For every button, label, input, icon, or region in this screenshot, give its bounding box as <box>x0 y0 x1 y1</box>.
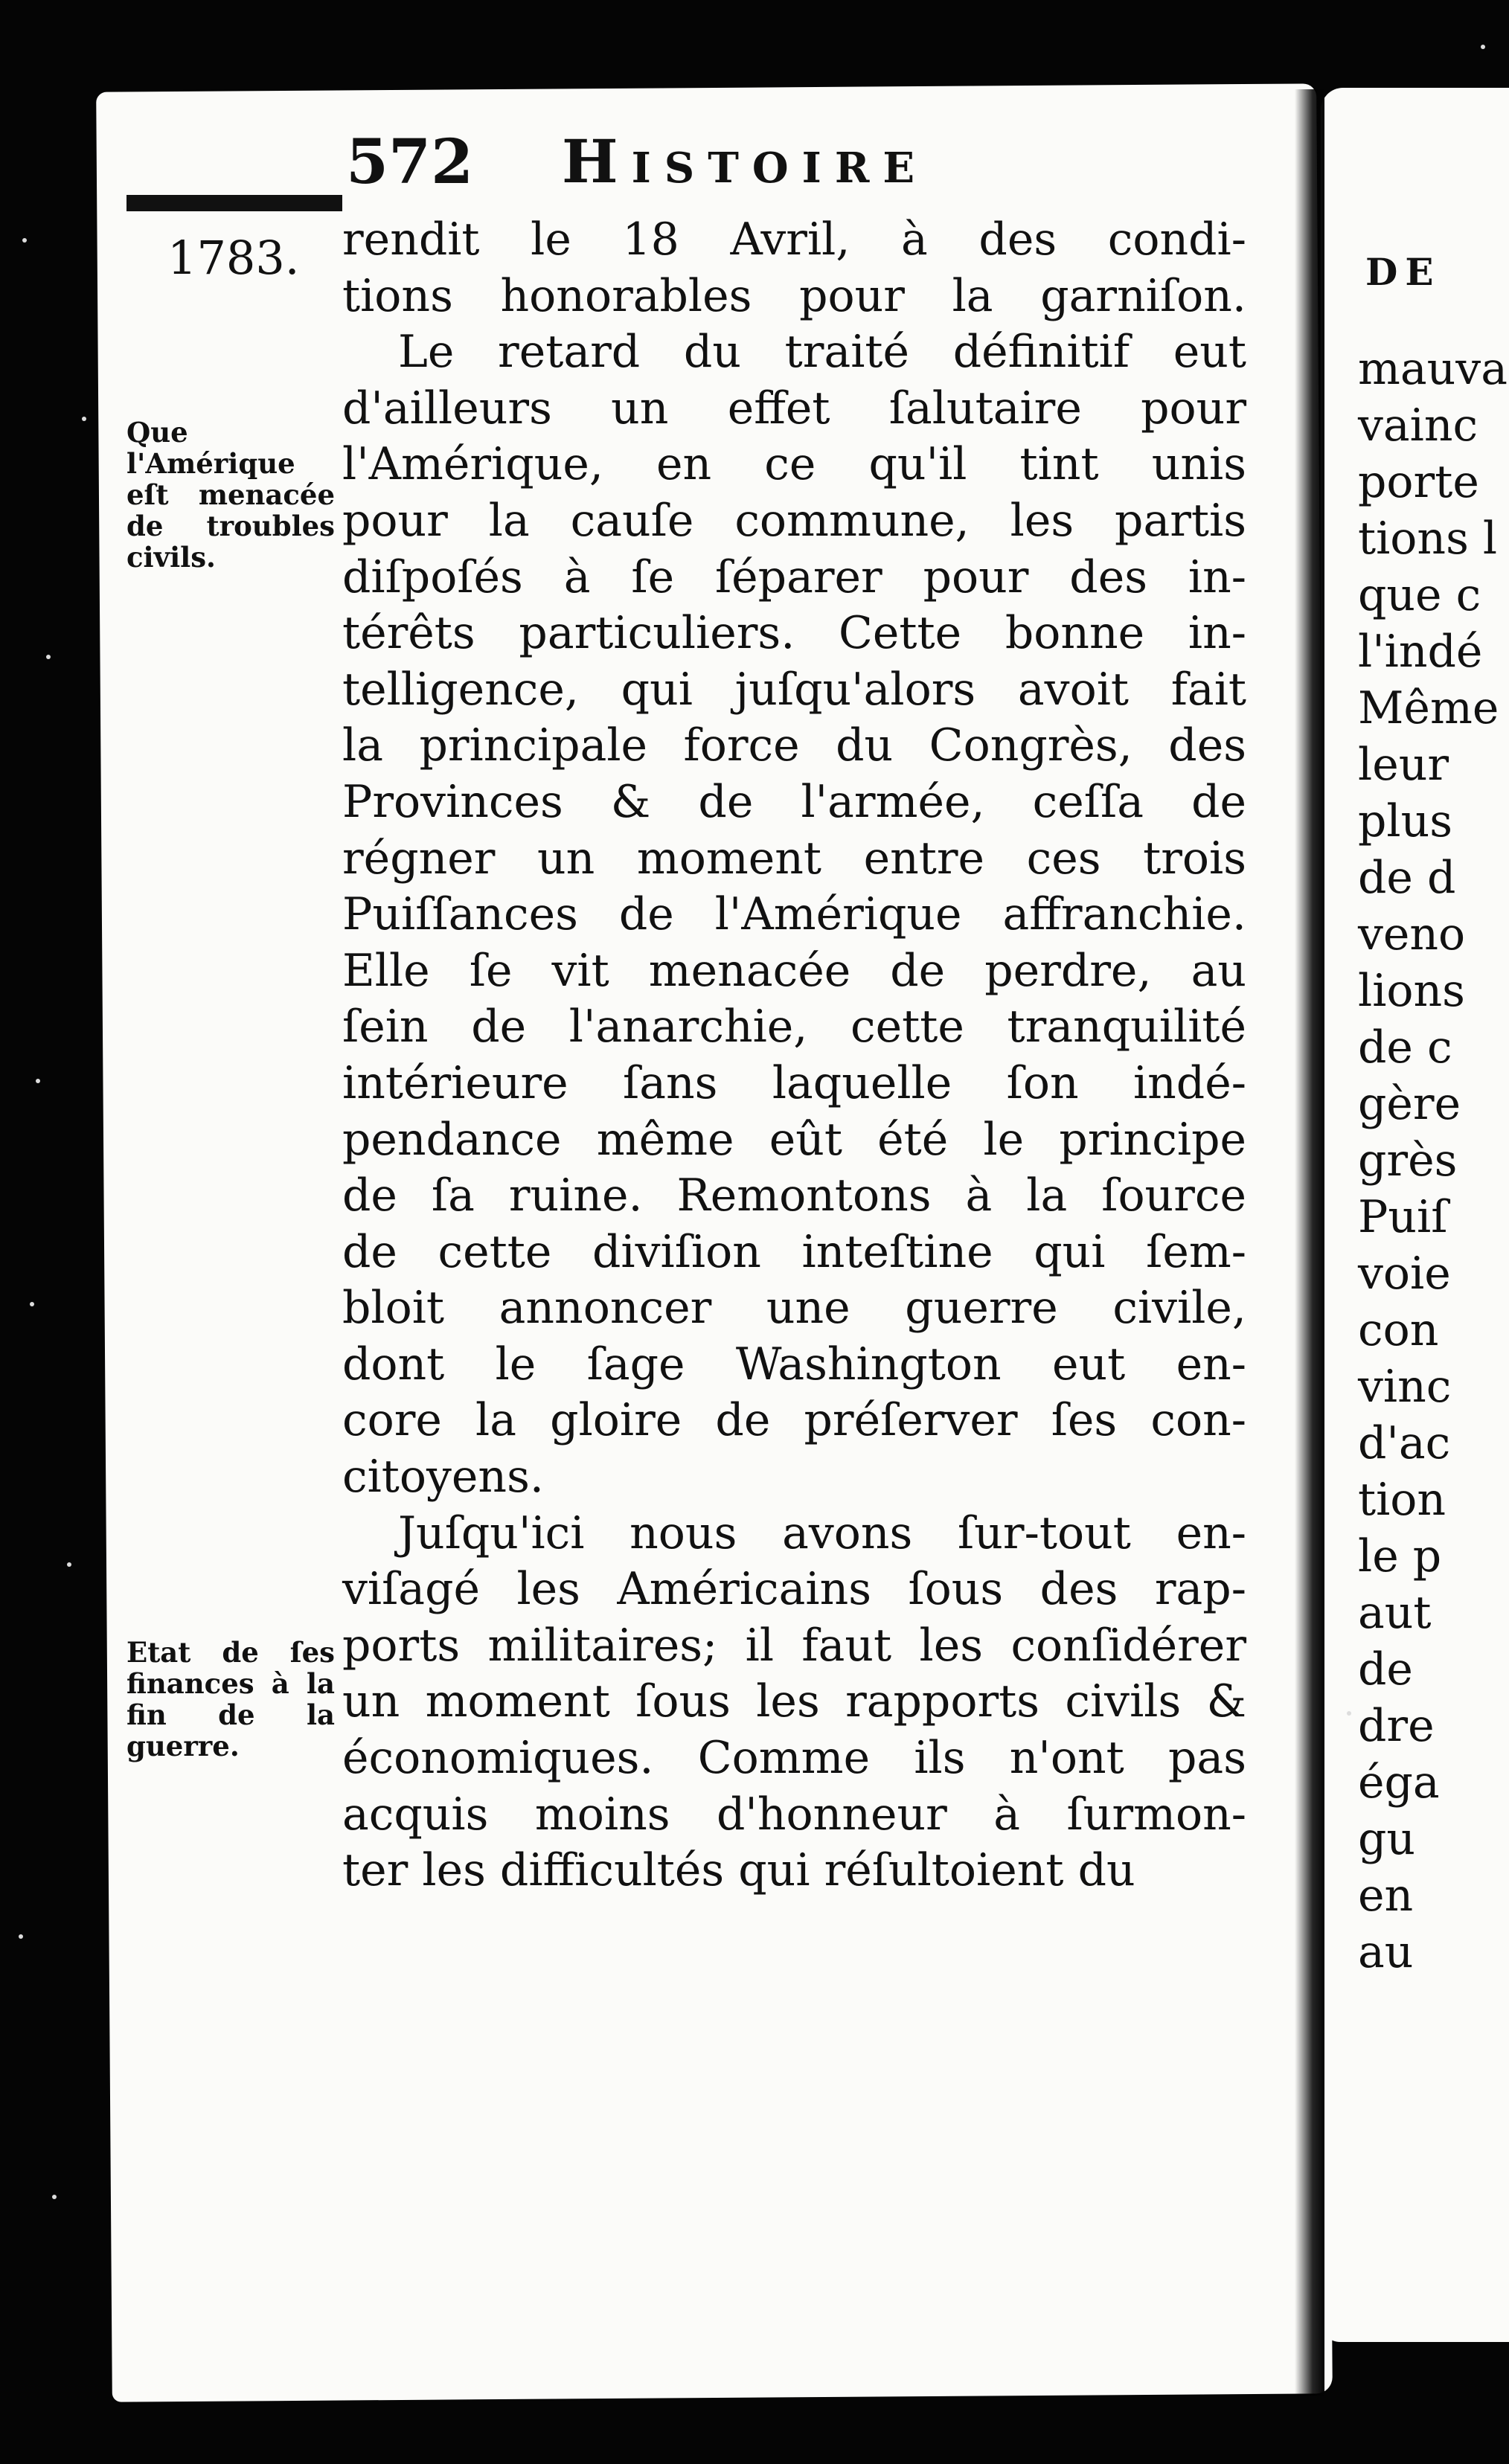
body-line: Le retard du traité définitif eut <box>398 326 1246 379</box>
body-line: d'ailleurs un effet ſalutaire pour <box>342 382 1246 434</box>
body-line: telligence, qui juſqu'alors avoit fait <box>342 663 1246 716</box>
right-page-line: de <box>1358 1643 1413 1695</box>
body-line: pour la cauſe commune, les partis <box>342 494 1246 547</box>
scan-speck <box>52 2195 57 2199</box>
body-line: Juſqu'ici nous avons ſur-tout en- <box>398 1507 1246 1559</box>
right-page-line: éga <box>1358 1756 1440 1809</box>
body-line: térêts particuliers. Cette bonne in- <box>342 607 1246 660</box>
body-line: la principale force du Congrès, des <box>342 719 1246 772</box>
right-page-line: le p <box>1358 1530 1442 1582</box>
body-line: économiques. Comme ils n'ont pas <box>342 1732 1246 1785</box>
body-line: ports militaires; il faut les conſidérer <box>342 1619 1246 1672</box>
right-page-line: dre <box>1358 1700 1435 1752</box>
right-page-line: que c <box>1358 569 1481 621</box>
right-page-line: en <box>1358 1870 1414 1922</box>
right-page-line: de c <box>1358 1021 1452 1074</box>
right-page-line: voie <box>1358 1248 1451 1300</box>
body-line: un moment ſous les rapports civils & <box>342 1675 1246 1728</box>
body-line: tions honorables pour la garniſon. <box>342 269 1246 322</box>
body-line: régner un moment entre ces trois <box>342 832 1246 885</box>
right-page-line: lions <box>1358 965 1465 1017</box>
right-page-line: vinc <box>1358 1361 1452 1413</box>
body-line: acquis moins d'honneur à ſurmon- <box>342 1788 1246 1841</box>
body-line: viſagé les Américains ſous des rap- <box>342 1563 1246 1616</box>
right-page-line: vainc <box>1358 400 1478 452</box>
scan-speck <box>30 1302 34 1306</box>
right-page-line: mauva <box>1358 343 1508 395</box>
scan-speck <box>67 1562 71 1567</box>
body-line: citoyens. <box>342 1451 544 1504</box>
body-line: de ſa ruine. Remontons à la ſource <box>342 1170 1246 1222</box>
right-page-line: veno <box>1358 908 1466 960</box>
right-page <box>1321 88 1509 2342</box>
right-page-line: tion <box>1358 1474 1446 1526</box>
scan-speck <box>82 417 86 421</box>
right-page-text <box>1358 341 1508 1980</box>
scan-speck <box>36 1079 40 1083</box>
body-line: de cette diviſion inteſtine qui ſem- <box>342 1225 1246 1278</box>
right-page-line: Puiſ <box>1358 1191 1448 1243</box>
scan-speck <box>46 655 51 659</box>
body-line: ter les difficultés qui réſultoient du <box>342 1844 1135 1897</box>
right-page-line: de d <box>1358 852 1456 904</box>
margin-year: 1783. <box>167 231 300 285</box>
right-page-line: plus <box>1358 795 1453 847</box>
scan-speck <box>1481 45 1485 49</box>
right-page-line: aut <box>1358 1587 1432 1639</box>
header-rule <box>126 195 342 211</box>
margin-note-civil-troubles: Que l'Amérique eſt menacée de troubles civils. <box>126 416 335 574</box>
scan-speck <box>1347 1711 1351 1716</box>
page-header <box>346 126 1239 208</box>
right-page-line: leur <box>1358 739 1449 791</box>
body-line: dont le ſage Washington eut en- <box>342 1338 1246 1390</box>
right-page-line: l'indé <box>1358 626 1483 678</box>
page-number: 572 <box>346 126 474 198</box>
body-line: core la gloire de préſerver ſes con- <box>342 1394 1246 1447</box>
right-page-line: tions l <box>1358 513 1498 565</box>
body-line: Puiſſances de l'Amérique affranchie. <box>342 888 1246 941</box>
running-title: Histoire <box>562 126 929 196</box>
gutter-shadow <box>1295 89 1324 2396</box>
right-page-line: d'ac <box>1358 1417 1451 1469</box>
body-line: diſpoſés à ſe ſéparer pour des in- <box>342 551 1246 603</box>
right-page-line: porte <box>1358 456 1479 508</box>
scan-speck <box>19 1934 23 1939</box>
body-line: Provinces & de l'armée, ceſſa de <box>342 775 1246 828</box>
margin-note-finances: Etat de ſes finances à la fin de la guerre. <box>126 1636 335 1762</box>
body-text <box>342 212 1246 1899</box>
body-line: rendit le 18 Avril, à des condi- <box>342 214 1246 266</box>
body-line: ſein de l'anarchie, cette tranquilité <box>342 1001 1246 1053</box>
body-line: bloit annoncer une guerre civile, <box>342 1282 1246 1335</box>
right-page-line: Même <box>1358 682 1499 734</box>
body-line: Elle ſe vit menacée de perdre, au <box>342 944 1246 997</box>
right-running-head: DE <box>1365 250 1441 294</box>
right-page-line: con <box>1358 1304 1439 1356</box>
body-line: intérieure ſans laquelle ſon indé- <box>342 1056 1246 1109</box>
scan-speck <box>22 238 27 243</box>
right-page-line: gu <box>1358 1813 1416 1865</box>
right-page-line: grès <box>1358 1135 1458 1187</box>
body-line: l'Amérique, en ce qu'il tint unis <box>342 438 1246 491</box>
right-page-line: au <box>1358 1926 1414 1978</box>
right-page-line: gère <box>1358 1078 1461 1130</box>
body-line: pendance même eût été le principe <box>342 1113 1246 1166</box>
